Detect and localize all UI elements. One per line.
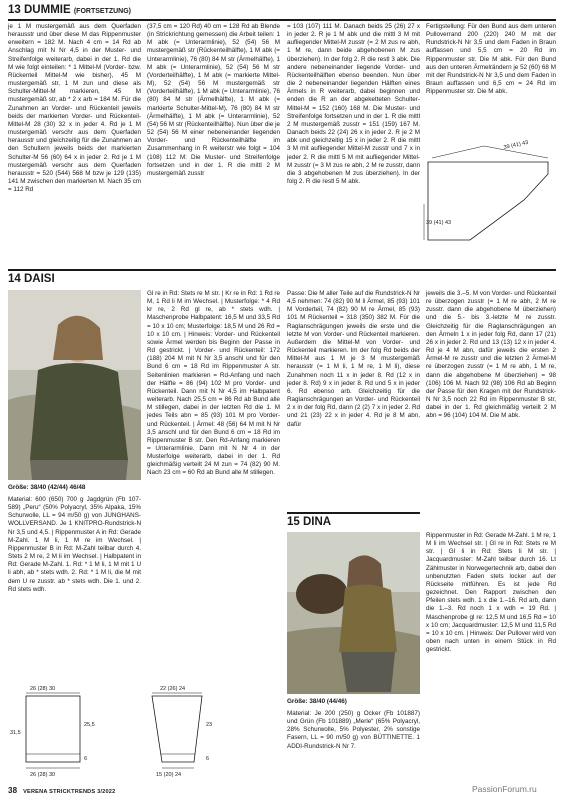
- section-14-number: 14: [8, 273, 21, 285]
- page-number: 38: [8, 786, 18, 795]
- daisi-photo: [8, 290, 141, 480]
- sleeve-outline: [428, 162, 548, 240]
- dina-size: Größe: 38/40 (44/46): [287, 698, 347, 705]
- dummie-column-4: Fertigstellung: Für den Bund aus dem unteren Pulloverrand 200 (220) 240 M mit der Rundstrick-N Nr 3,5 und dem Faden in Braun auffassen und 5,5 cm = 20 Rd im Rippenmuster str. Die M abk. Für den Bund aus den unteren Ärmelrändern je 52 (60) 68 M mit der Rundstrick-N Nr 3,5 und dem Faden in Braun auffassen und 6,5 cm = 24 Rd im Rippenmuster str. Die M abk.: [426, 23, 556, 96]
- body-side-left-label: 31,5: [10, 730, 21, 736]
- daisi-size: Größe: 38/40 (42/44) 46/48: [8, 484, 86, 491]
- daisi-column-4: jeweils die 3.–5. M von Vorder- und Rückenteil re überzogen zusstr (= 1 M re abh, 2 M re zusstr. dann die abgehobene M überziehen) und die 5.- bis 3.-letzte M re zusstr. Gleichzeitig für die Raglanschrägungen an den Ärmeln 1 x in jeder folg Rd, dann 17 (21) 26 x in jeder 2. Rd und 13 (13) 12 x in jeder 4. Rd je 4 M abn, dafür jeweils die ersten 2 Ärmel-M re zusstr und die letzten 2 Ärmel-M re überzogen zusstr (= 1 M re abh, 1 M re, dann die abgehobene M überziehen) = 98 (106) 106 M. Nach 92 (98) 106 Rd ab Beginn der Passe für den Kragen mit der Rundstrick-N Nr 3,5 noch 22 Rd im Rippenmuster B str, dabei in der 1. Rd gleichmäßig verteilt 2 M abn = 96 (104) 104 M. Die M abk.: [426, 290, 556, 420]
- dummie-column-2: (37,5 cm = 120 Rd) 40 cm = 128 Rd ab Blende (in Strickrichtung gemessen) die Arbeit teilen: 1 M abk (= Unterarmlinie), 52 (54) 56 M mustergemäß str (Rückenteilhälfte), 1 M abk (= Unterarmlinie), 76 (80) 84 M str (Ärmelhälfte), 1 M abk (= Unterarmlinie), 52 (54) 56 M str (Vorderteilhälfte), 1 M abk (= markierte Mittel-M), 52 (54) 56 M mustergemäß str (Vorderteilhälfte), 1 M abk (= Unterarmlinie), 76 (80) 84 M str (Ärmelhälfte), 1 M abk (= markierte Schulter-Mittel-M), 76 (80) 84 M str (Ärmelhälfte), 1 M abk (= Unterarmlinie), 52 (54) 56 M str (Rückenteilhälfte). Nun über die je 52 (54) 56 M einer nebeneinander liegenden Vorder- und Rückenteilhälfte im Zusammenhang in R weiterstr wie folgt = 104 (108) 112 M: Die Muster- und Streifenfolge fortsetzen und in der 1. R die mittl 2 M mustergemäß zusstr: [147, 23, 280, 177]
- daisi-sleeve-top-label: 22 (26) 24: [160, 686, 186, 692]
- daisi-sleeve-schematic: [140, 684, 250, 784]
- dina-photo-illustration: [287, 532, 420, 694]
- daisi-sleeve-outline: [152, 696, 202, 762]
- section-15-number: 15: [287, 516, 300, 528]
- sleeve-side-label: 39 (41) 43: [426, 220, 452, 226]
- section-15-header: [287, 516, 331, 528]
- publication-name: VERENA STRICKTRENDS 3/2022: [23, 789, 116, 795]
- daisi-column-2: Gl re in Rd: Stets re M str. | Kr re in Rd: 1 Rd re M, 1 Rd li M im Wechsel. | Musterfolge: * 4 Rd kr re, 2 Rd gl re, ab * stets wdh. | Maschenprobe Halbpatent: 16,5 M und 33,5 Rd = 10 x 10 cm; Musterfolge: 18,5 M und 26 Rd = 10 x 10 cm. | Hinweis: Vorder- und Rückenteil sowie Ärmel werden bis Beginn der Passe in Rd gestrickt. | Vorder- und Rückenteil: 172 (188) 204 M mit N Nr 3,5 anschl und für den Bund 6 cm = 18 Rd im Rippenmuster A str. Seitenlinien markieren = Rd-Anfang und nach der Hälfte = 86 (94) 102 M pro Vorder- und Rückenteil. Dann mit N Nr 4,5 im Halbpatent weiterarb. Nach 25,5 cm = 86 Rd ab Bund alle M stillegen, dabei in der letzten Rd die 1. M jedes Teils abn = 85 (93) 101 M pro Vorder- und Rückenteil. | Ärmel: 48 (56) 64 M mit N Nr 3,5 anschl und für den Bund 6 cm = 18 Rd im Rippenmuster B str. Den Rd-Anfang markieren = Unterarmlinie. Dann mit N Nr 4 in der Musterfolge weiterarb, dabei in der 1. Rd gleichmäßig verteilt 24 M zun = 74 (82) 90 M. Nach 23 cm = 60 Rd ab Bund alle M stillegen.: [147, 290, 280, 477]
- daisi-sleeve-bottom-label: 15 (20) 24: [156, 772, 182, 778]
- section-14-title: DAISI: [24, 273, 55, 285]
- daisi-sleeve-rib-label: 6: [206, 756, 210, 762]
- daisi-sleeve-len-label: 23: [206, 722, 213, 728]
- section-13-subtitle: (FORTSETZUNG): [73, 8, 132, 15]
- dummie-column-3: = 103 (107) 111 M. Danach beids 25 (26) 27 x in jeder 2. R je 1 M abk und die mittl 3 M mit aufliegender Mittel-M zusstr (= 2 M zus re abh, 1 M re, dann beide abgehobenen M zus überziehen). In der folg 2. R die restl 3 abk. Die andere nebeneinander liegende Vorder- und Rückenteilhälften ebenso beenden. Nun über die 2 nebeneinander liegenden Hälften eines Ärmels in R weiterarb, dabei beginnen und enden die R an der abgeketteten Schulter-Mittel-M = 152 (160) 168 M. Die Muster- und Streifenfolge fortsetzen und in der 1. R die mittl 2 M mustergemäß zusstr = 151 (159) 167 M. Danach beids 22 (24) 26 x in jeder 2. R je 2 M abk und gleichzeitig 15 x in jeder 2. R die mittl 3 M mit aufliegender Mittel-M zusstr und 7 x in jeder 2. R die mittl 5 M mit aufliegender Mittel-M zusstr (= 3 M zus re abh, 2 M re zusstr, dann die 3 abgehobenen M zus überziehen). In der folg 2. R die restl 5 M abk.: [287, 23, 420, 185]
- section-13-rule: [8, 19, 556, 21]
- body-top-label: 26 (28) 30: [30, 686, 56, 692]
- section-14-rule: [8, 269, 556, 271]
- dina-column-1: Material: Je 200 (250) g Ocker (Fb 101887) und Grün (Fb 101889) „Merle“ (65% Polyacryl, 28% Schurwolle, 5% Polyester, 2% sonstige Fasern, LL = 90 m/50 g) von BÜTTINETTE. 1 ADDI-Rundstrick-N Nr 7.: [287, 710, 420, 750]
- page-footer: [8, 786, 115, 795]
- section-13-number: 13: [8, 4, 21, 16]
- section-14-header: [8, 273, 55, 285]
- section-15-rule: [287, 512, 420, 514]
- sleeve-top-label: 39 (41) 43: [503, 140, 529, 151]
- dina-column-2: Rippenmuster in Rd: Gerade M-Zahl. 1 M re, 1 M li im Wechsel str. | Gl re in Rd: Stets re M str. | Gl li in Rd: Stets li M str. | Jacquardmuster: M-Zahl teilbar durch 16. Lt Zählmuster in Norwegertechnik arb, dabei den unbenutzten Faden stets locker auf der Rückseite mitführen. Es ist jede Rd gezeichnet. Den Rapport zwischen den Pfeilen stets wdh. 1 x die 1.–16. Rd arb, dann die 1.–3. Rd noch 1 x wdh = 19 Rd. | Maschenprobe gl re: 12,5 M und 16,5 Rd = 10 x 10 cm; Jacquardmuster: 12,5 M und 11,5 Rd = 10 x 10 cm. | Hinweis: Der Pullover wird von oben nach unten in einem Stück in Rd gestrickt.: [426, 532, 556, 654]
- body-bottom-label: 26 (28) 30: [30, 772, 56, 778]
- dummie-sleeve-schematic: [422, 140, 560, 250]
- section-13-title: DUMMIE: [24, 4, 71, 16]
- body-side-mid-label: 25,5: [84, 722, 95, 728]
- body-outline: [26, 696, 80, 762]
- dina-photo: [287, 532, 420, 694]
- dummie-column-1: je 1 M mustergemäß aus dem Querfaden herausstr und über diese M das Rippenmuster erweitern = 182 M. Nach 4 cm = 14 Rd ab Anschlag mit N Nr 4,5 in der Muster- und Streifenfolge weiterarb, dabei in der 1. Rd die M wie folgt einteilen: * 1 Mittel-M (Vorder- bzw. Rückenteil Mittel-M wie bisher), 45 M mustergemäß str, 1 M zun und diese als Schulter-Mittel-M markieren, 45 M mustergemäß str, ab * 2 x arb = 184 M. Für die Zunahmen an Vorder- und Rückenteil jeweils beids der markierten Vorder- und Rückenteil-Mittel-M 28 (30) 32 x in jeder 4. Rd je 1 M mustergemäß verschr aus dem Querfaden herausstr und gleichzeitig für die Zunahmen an den Schultern jeweils beids der markierten Schulter-M 56 (60) 64 x in jeder 2. Rd je 1 M mustergemäß verschr aus dem Querfaden herausstr = 520 (544) 568 M bzw je 129 (135) 141 M zwischen den markierten M. Nach 35 cm = 112 Rd: [8, 23, 141, 194]
- section-15-title: DINA: [303, 516, 332, 528]
- sleeve-arrow-top: [432, 146, 484, 158]
- daisi-column-3: Passe: Die M aller Teile auf die Rundstrick-N Nr 4,5 nehmen: 74 (82) 90 M li Ärmel, 85 (93) 101 M Vorderteil, 74 (82) 90 M re Ärmel, 85 (93) 101 M Rückenteil = 318 (350) 382 M. Für die Raglanschrägungen jeweils die erste und die letzte M von Vorder- und Rückenteil markieren. Außerdem die Mittel-M von Vorder- und Rückenteil markieren. Im der folg Rd beids der Mittel-M aus 1 M je 3 M mustergemäß herausstr (= 1 M li, 1 M re, 1 M li), diese Zunahmen noch 11 x in jeder 8. Rd (12 x in jeder 8. Rd) 9 x in jeder 8. Rd und 5 x in jeder 6. Rd ebenso arb. Gleichzeitig für die Raglanschrägungen an Vorder- und Rückenteil 2 x in der folg Rd, dann (2 (2) 7 x in jeder 2. Rd und 21 (23) 22 x in jeder 4. Rd je 8 M abn, dafür: [287, 290, 420, 428]
- daisi-column-1: Material: 600 (650) 700 g Jagdgrün (Fb 107-589) „Peru“ (50% Polyacryl, 35% Alpaka, 15% Schurwolle, LL = 94 m/50 g) von JUNGHANS-WOLLVERSAND. Je 1 KNITPRO-Rundstrick-N Nr 3,5 und 4,5. | Rippenmuster A in Rd: Gerade M-Zahl. 1 M li, 1 M re im Wechsel. | Rippenmuster B in Rd: M-Zahl teilbar durch 4. Stets 2 M re, 2 M li im Wechsel. | Halbpatent in Rd: Gerade M-Zahl. 1. Rd: * 1 M li, 1 M mit 1 U li abh, ab * stets wdh. 2. Rd: * 1 M li, die M mit dem U re zusstr. ab * stets wdh. Die 1. und 2. Rd stets wdh.: [8, 496, 141, 593]
- daisi-photo-illustration: [8, 290, 141, 480]
- watermark: PassionForum.ru: [472, 784, 537, 794]
- daisi-body-schematic: [8, 684, 108, 784]
- section-13-header: [8, 4, 131, 16]
- body-rib-label: 6: [84, 756, 88, 762]
